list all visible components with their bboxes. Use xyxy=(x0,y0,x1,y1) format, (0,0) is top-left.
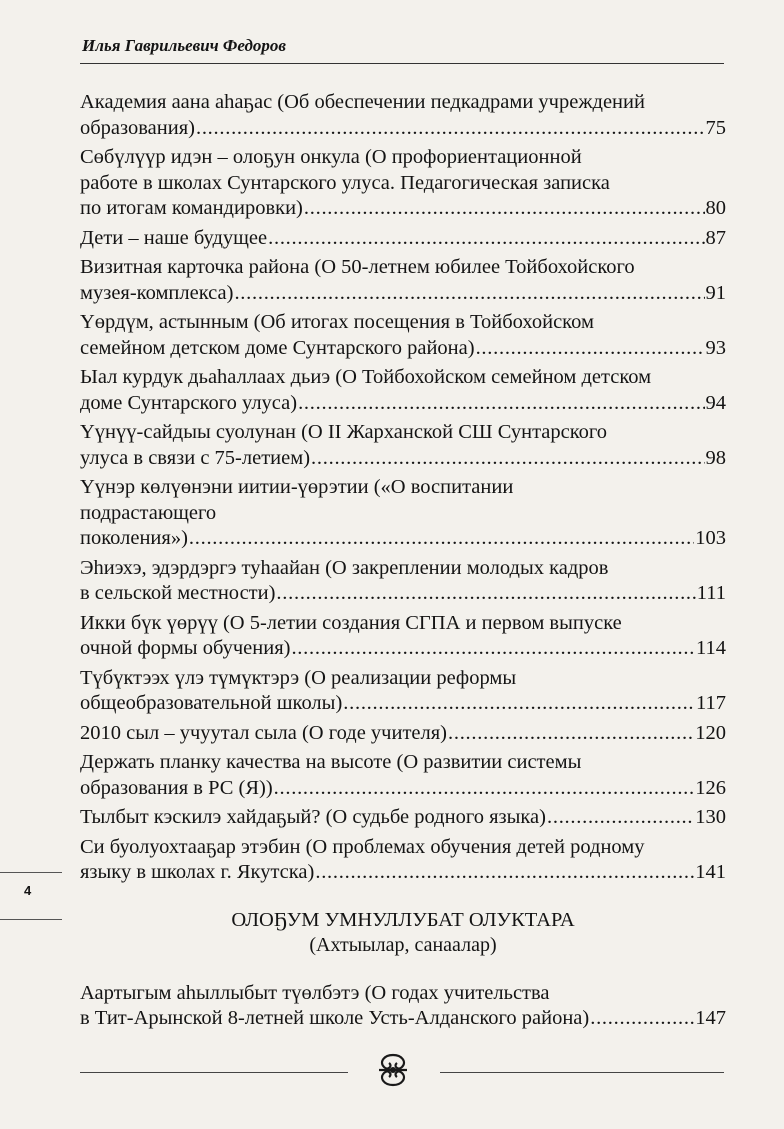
toc-entry-line xyxy=(80,171,726,197)
toc-entry xyxy=(80,611,726,662)
toc-entry-text: подрастающего xyxy=(80,501,217,524)
toc-entry-last-line xyxy=(80,446,726,472)
dot-leader xyxy=(590,1006,694,1032)
dot-leader xyxy=(189,526,694,552)
toc-entry-last-line xyxy=(80,776,726,802)
toc-entry-last-line xyxy=(80,526,726,552)
dot-leader xyxy=(234,281,704,307)
toc-entry-text: Үүнэр көлүөнэни иитии-үөрэтии («О воспитании xyxy=(80,476,514,498)
toc-entry-last-line xyxy=(80,721,726,747)
toc-entry-text: 2010 сыл – учуутал сыла (О годе учителя) xyxy=(80,721,447,744)
dot-leader xyxy=(268,226,704,252)
toc-entry-text: доме Сунтарского улуса) xyxy=(80,391,298,414)
toc-entry xyxy=(80,90,726,141)
toc-entry-line xyxy=(80,310,726,336)
toc-entry-line xyxy=(80,145,726,171)
toc-page-number: 103 xyxy=(695,527,726,549)
toc-page-number: 111 xyxy=(696,582,726,604)
toc-entry-text: Эhиэхэ, эдэрдэргэ туhаайан (О закреплении молодых кадров xyxy=(80,556,609,579)
dot-leader xyxy=(196,116,705,142)
dot-leader xyxy=(547,805,694,831)
toc-entry xyxy=(80,556,726,607)
toc-entry-text: по итогам командировки) xyxy=(80,197,303,219)
table-of-contents xyxy=(80,90,726,1036)
toc-entry-line xyxy=(80,981,726,1007)
toc-entry-text: Үөрдүм, астынным (Об итогах посещения в Тойбохойском xyxy=(80,311,594,333)
toc-entry-line xyxy=(80,611,726,637)
toc-entry-last-line xyxy=(80,860,726,886)
toc-entry-last-line xyxy=(80,226,726,252)
toc-page-number: 87 xyxy=(705,226,726,249)
dot-leader xyxy=(304,196,705,222)
dot-leader xyxy=(276,581,695,607)
dot-leader xyxy=(343,691,695,717)
footer-rule-right xyxy=(440,1072,724,1073)
toc-entry xyxy=(80,475,726,552)
toc-entry xyxy=(80,981,726,1032)
section-entries xyxy=(80,981,726,1032)
page-number: 4 xyxy=(24,883,32,898)
toc-entry xyxy=(80,750,726,801)
margin-rule-bottom xyxy=(0,919,62,920)
toc-entry-line xyxy=(80,255,726,281)
toc-entry xyxy=(80,420,726,471)
toc-entry-text: Си буолуохтааҕар этэбин (О проблемах обучения детей родному xyxy=(80,835,645,858)
toc-entry-last-line xyxy=(80,1006,726,1032)
toc-entry xyxy=(80,226,726,252)
toc-entry-text: Түбүктээх үлэ түмүктэрэ (О реализации реформы xyxy=(80,666,517,689)
toc-entry-last-line xyxy=(80,391,726,417)
toc-page-number: 91 xyxy=(705,281,726,304)
dot-leader xyxy=(315,860,694,886)
toc-entry-line xyxy=(80,835,726,861)
dot-leader xyxy=(298,391,704,417)
toc-entry-last-line xyxy=(80,281,726,307)
toc-entry-text: в Тит-Арынской 8-летней школе Усть-Алданского района) xyxy=(80,1007,590,1029)
toc-entry xyxy=(80,365,726,416)
dot-leader xyxy=(274,776,695,802)
toc-entry-last-line xyxy=(80,805,726,831)
running-head-author: Илья Гаврильевич Федоров xyxy=(82,36,286,55)
toc-entry xyxy=(80,310,726,361)
toc-entry-text: Икки бүк үөрүү (О 5-летии создания СГПА и первом выпуске xyxy=(80,611,622,634)
toc-entry-text: образования в РС (Я)) xyxy=(80,776,273,799)
margin-rule-top xyxy=(0,872,62,873)
toc-entry-text: Ыал курдук дьаhаллаах дьиэ (О Тойбохойском семейном детском xyxy=(80,366,652,388)
toc-page-number: 126 xyxy=(695,776,726,799)
toc-entry-text: Академия аана аhаҕас (Об обеспечении педкадрами учреждений xyxy=(80,91,645,113)
toc-page-number: 93 xyxy=(705,336,726,359)
footer-rule-left xyxy=(80,1072,348,1073)
toc-entry-last-line xyxy=(80,691,726,717)
toc-entry-line xyxy=(80,556,726,582)
toc-entry-line xyxy=(80,420,726,446)
dot-leader xyxy=(311,446,704,472)
toc-entry-line xyxy=(80,475,726,501)
toc-entry-text: улуса в связи с 75-летием) xyxy=(80,446,311,469)
toc-entry-last-line xyxy=(80,116,726,142)
toc-entry-text: в сельской местности) xyxy=(80,582,276,604)
toc-entry-text: Сөбүлүүр идэн – олоҕун онкула (О профориентационной xyxy=(80,146,582,168)
toc-entry-text: языку в школах г. Якутска) xyxy=(80,861,315,883)
toc-entry-text: музея-комплекса) xyxy=(80,281,234,304)
toc-page-number: 147 xyxy=(695,1007,726,1029)
toc-page-number: 98 xyxy=(705,446,726,469)
toc-entry-text: Тылбыт кэскилэ хайдаҕый? (О судьбе родного языка) xyxy=(80,806,546,828)
toc-entry-last-line xyxy=(80,196,726,222)
dot-leader xyxy=(476,336,705,362)
toc-page-number: 114 xyxy=(696,637,726,659)
dot-leader xyxy=(448,721,694,747)
toc-page-number: 75 xyxy=(705,116,726,139)
toc-entry-text: Аартыгым аhыллыбыт түөлбэтэ (О годах учительства xyxy=(80,981,550,1004)
toc-page-number: 141 xyxy=(695,861,726,883)
toc-entry-last-line xyxy=(80,581,726,607)
toc-page-number: 94 xyxy=(705,391,726,414)
toc-entry-last-line xyxy=(80,336,726,362)
toc-entry-text: Визитная карточка района (О 50-летнем юбилее Тойбохойского xyxy=(80,256,635,278)
toc-entry xyxy=(80,255,726,306)
toc-entry-line xyxy=(80,501,726,527)
toc-page-number: 80 xyxy=(705,197,726,219)
section-subtitle: (Ахтыылар, санаалар) xyxy=(309,934,497,956)
toc-entry-text: поколения») xyxy=(80,527,188,549)
toc-page-number: 120 xyxy=(695,721,726,744)
dot-leader xyxy=(291,636,695,662)
toc-entries xyxy=(80,90,726,886)
toc-entry-text: Үүнүү-сайдыы суолунан (О II Жарханской СШ Сунтарского xyxy=(80,421,608,443)
toc-entry-line xyxy=(80,666,726,692)
toc-page-number: 130 xyxy=(695,806,726,828)
header-rule xyxy=(80,63,724,64)
toc-entry xyxy=(80,721,726,747)
ornament-icon xyxy=(374,1052,412,1088)
toc-entry xyxy=(80,805,726,831)
toc-entry-line xyxy=(80,90,726,116)
toc-entry-text: Дети – наше будущее xyxy=(80,226,268,249)
toc-entry-text: общеобразовательной школы) xyxy=(80,692,343,714)
toc-entry-last-line xyxy=(80,636,726,662)
toc-page-number: 117 xyxy=(696,692,726,714)
toc-entry-text: семейном детском доме Сунтарского района) xyxy=(80,336,475,359)
toc-entry-line xyxy=(80,365,726,391)
toc-entry xyxy=(80,666,726,717)
toc-entry-text: работе в школах Сунтарского улуса. Педагогическая записка xyxy=(80,171,610,194)
toc-entry xyxy=(80,835,726,886)
toc-entry xyxy=(80,145,726,222)
toc-entry-text: Держать планку качества на высоте (О развитии системы xyxy=(80,751,582,773)
toc-entry-text: очной формы обучения) xyxy=(80,637,291,659)
section-title: ОЛОҔУМ УМНУЛЛУБАТ ОЛУКТАРА xyxy=(231,908,575,931)
toc-entry-text: образования) xyxy=(80,116,195,139)
toc-entry-line xyxy=(80,750,726,776)
